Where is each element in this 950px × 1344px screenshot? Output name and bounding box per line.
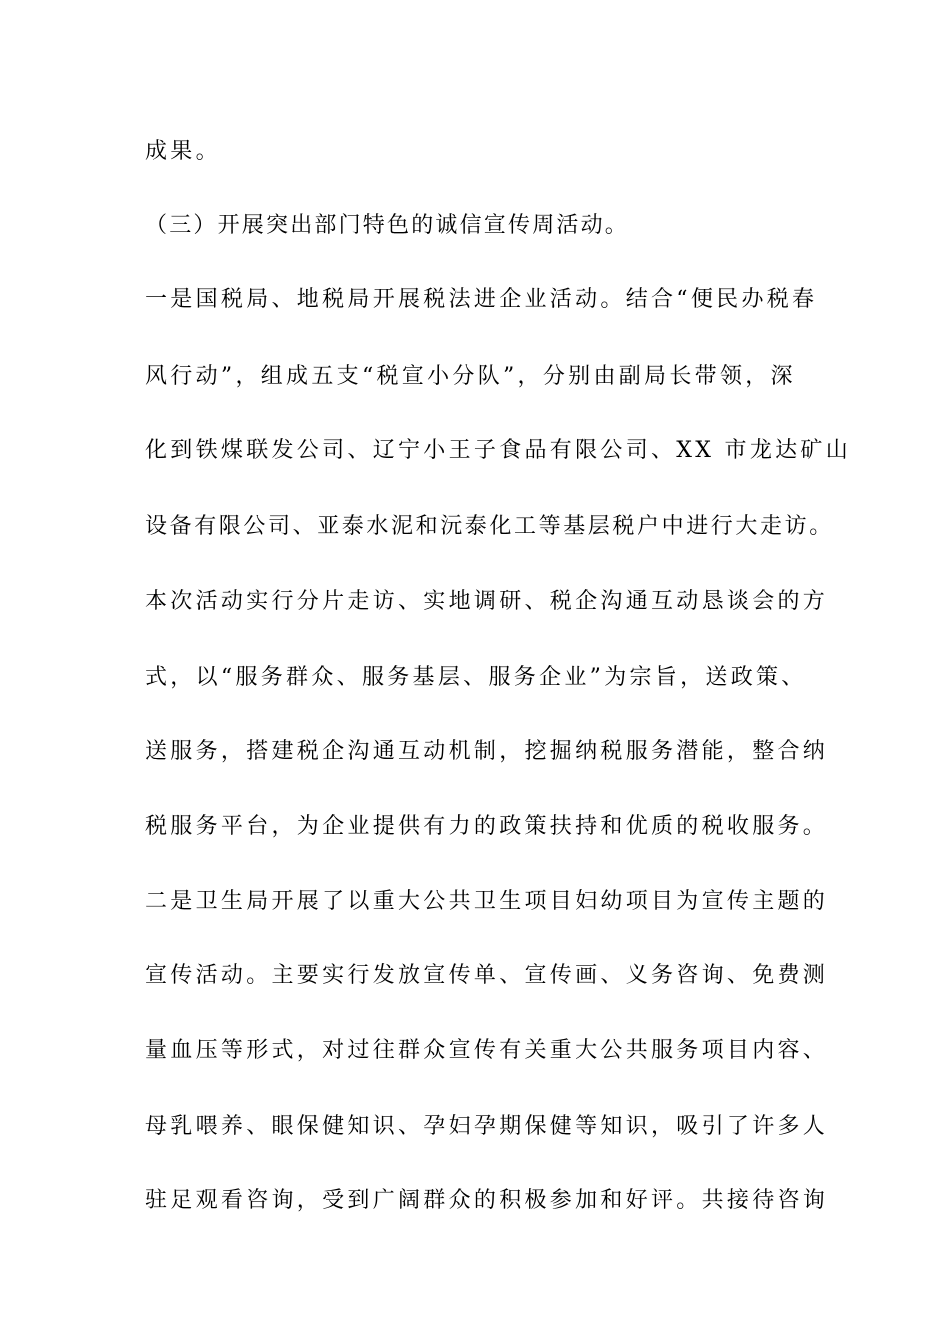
text-line-7: 本次活动实行分片走访、实地调研、税企沟通互动恳谈会的方	[145, 589, 829, 614]
text-line-10: 税服务平台，为企业提供有力的政策扶持和优质的税收服务。	[145, 814, 829, 839]
text-line-4: 风行动”，组成五支“税宣小分队”，分别由副局长带领，深	[145, 364, 796, 389]
text-line-15: 驻足观看咨询，受到广阔群众的积极参加和好评。共接待咨询	[145, 1188, 829, 1213]
section-heading: （三）开展突出部门特色的诚信宣传周活动。	[145, 213, 630, 238]
text-line-9: 送服务，搭建税企沟通互动机制，挖掘纳税服务潜能，整合纳	[145, 739, 829, 764]
text-line-3: 一是国税局、地税局开展税法进企业活动。结合“便民办税春	[145, 287, 818, 312]
text-line-5: 化到铁煤联发公司、辽宁小王子食品有限公司、XX 市龙达矿山	[145, 438, 852, 463]
text-line-14: 母乳喂养、眼保健知识、孕妇孕期保健等知识，吸引了许多人	[145, 1114, 829, 1139]
text-line-13: 量血压等形式，对过往群众宣传有关重大公共服务项目内容、	[145, 1038, 829, 1063]
text-line-11: 二是卫生局开展了以重大公共卫生项目妇幼项目为宣传主题的	[145, 889, 829, 914]
text-line-12: 宣传活动。主要实行发放宣传单、宣传画、义务咨询、免费测	[145, 963, 829, 988]
text-line-6: 设备有限公司、亚泰水泥和沅泰化工等基层税户中进行大走访。	[145, 514, 834, 539]
text-line-8: 式，以“服务群众、服务基层、服务企业”为宗旨，送政策、	[145, 665, 807, 690]
text-line-1: 成果。	[145, 139, 221, 164]
